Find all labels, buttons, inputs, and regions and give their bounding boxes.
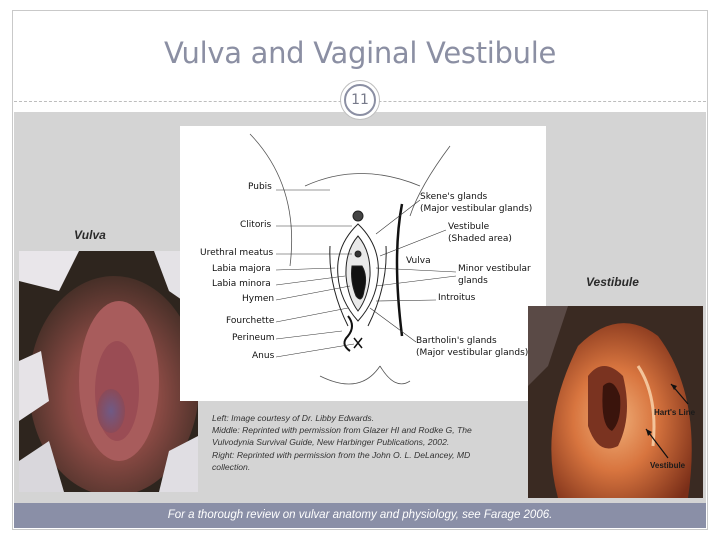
label-minor-vestibular-glands-sub: glands xyxy=(458,276,488,286)
label-pubis: Pubis xyxy=(248,182,272,192)
credit-middle-cont: Vulvodynia Survival Guide, New Harbinger Publications, 2002. xyxy=(212,437,450,448)
slide-number: 11 xyxy=(344,84,376,116)
vulva-photo xyxy=(19,251,198,492)
label-vulva: Vulva xyxy=(406,256,431,266)
credit-middle: Middle: Reprinted with permission from Glazer HI and Rodke G, The xyxy=(212,425,472,436)
image-credits xyxy=(212,412,532,473)
label-vestibule: Vestibule xyxy=(448,222,490,232)
label-clitoris: Clitoris xyxy=(240,220,272,230)
label-skenes-glands-sub: (Major vestibular glands) xyxy=(420,204,533,214)
label-anus: Anus xyxy=(252,351,275,361)
credit-right: Right: Reprinted with permission from the John O. L. DeLancey, MD xyxy=(212,449,471,460)
footer-bar: For a thorough review on vulvar anatomy and physiology, see Farage 2006. xyxy=(14,503,706,528)
label-fourchette: Fourchette xyxy=(226,316,275,326)
harts-line-label: Hart's Line xyxy=(654,408,696,417)
credit-right-cont: collection. xyxy=(212,461,251,472)
label-urethral-meatus: Urethral meatus xyxy=(200,248,274,258)
label-labia-minora: Labia minora xyxy=(212,279,271,289)
vestibule-annotation: Vestibule xyxy=(650,461,686,470)
label-vestibule-sub: (Shaded area) xyxy=(448,234,512,244)
slide-number-badge xyxy=(340,80,380,120)
slide-title: Vulva and Vaginal Vestibule xyxy=(163,36,557,70)
label-perineum: Perineum xyxy=(232,333,275,343)
anatomy-diagram xyxy=(180,126,546,401)
label-bartholins-glands-sub: (Major vestibular glands) xyxy=(416,348,529,358)
vestibule-photo xyxy=(528,306,703,498)
label-introitus: Introitus xyxy=(438,293,476,303)
label-hymen: Hymen xyxy=(242,294,275,304)
vestibule-label: Vestibule xyxy=(586,275,639,289)
label-minor-vestibular-glands: Minor vestibular xyxy=(458,264,531,274)
label-skenes-glands: Skene's glands xyxy=(420,192,488,202)
label-labia-majora: Labia majora xyxy=(212,264,271,274)
credit-left: Left: Image courtesy of Dr. Libby Edwards. xyxy=(212,413,375,423)
vulva-label: Vulva xyxy=(74,228,106,242)
label-bartholins-glands: Bartholin's glands xyxy=(416,336,497,346)
